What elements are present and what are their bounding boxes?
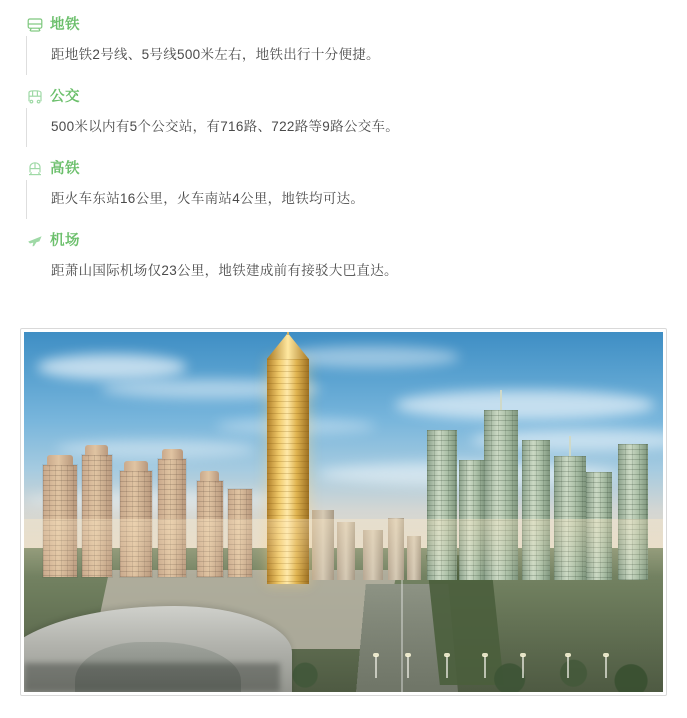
bus-icon xyxy=(26,88,44,106)
transport-item-desc: 距火车东站16公里，火车南站4公里，地铁均可达。 xyxy=(51,191,365,206)
street-lamp xyxy=(407,656,409,678)
building xyxy=(586,472,612,580)
building xyxy=(363,530,383,580)
building xyxy=(120,471,152,577)
building xyxy=(618,444,648,580)
transport-item-header xyxy=(26,86,687,108)
transport-item-title: 地铁 xyxy=(50,17,80,33)
street-lamp xyxy=(605,656,607,678)
street-lamp xyxy=(567,656,569,678)
transport-item-desc: 500米以内有5个公交站，有716路、722路等9路公交车。 xyxy=(51,119,400,134)
transport-item-subway xyxy=(0,14,687,75)
building-spire xyxy=(500,390,502,410)
transport-item-title: 公交 xyxy=(50,89,80,105)
transport-item-body xyxy=(26,252,687,291)
building xyxy=(197,481,223,577)
street-lamp xyxy=(446,656,448,678)
transport-item-airport xyxy=(0,230,687,291)
transport-item-body xyxy=(26,180,687,219)
building-spire xyxy=(569,436,571,456)
transport-item-header xyxy=(26,14,687,36)
tower-spire xyxy=(287,332,289,335)
building xyxy=(228,489,252,577)
transport-item-header xyxy=(26,230,687,252)
building xyxy=(337,522,355,580)
building xyxy=(427,430,457,580)
building xyxy=(484,410,518,580)
transport-info-list xyxy=(0,0,687,291)
landmark-gold-tower xyxy=(267,359,309,584)
transport-item-high-speed-rail xyxy=(0,158,687,219)
city-skyline-photo-frame xyxy=(20,328,667,696)
transport-item-header xyxy=(26,158,687,180)
building xyxy=(554,456,586,580)
high-speed-rail-icon xyxy=(26,160,44,178)
cloud xyxy=(37,354,187,380)
building xyxy=(522,440,550,580)
street-lamp xyxy=(375,656,377,678)
transport-item-desc: 距地铁2号线、5号线500米左右，地铁出行十分便捷。 xyxy=(51,47,380,62)
transport-item-bus xyxy=(0,86,687,147)
foreground-shadow xyxy=(24,663,280,692)
building xyxy=(388,518,404,580)
transport-item-body xyxy=(26,36,687,75)
transport-item-desc: 距萧山国际机场仅23公里，地铁建成前有接驳大巴直达。 xyxy=(51,263,398,278)
building xyxy=(459,460,485,580)
building xyxy=(312,510,334,580)
subway-icon xyxy=(26,16,44,34)
airport-icon xyxy=(26,232,44,250)
building xyxy=(407,536,421,580)
city-skyline-photo xyxy=(24,332,663,692)
building xyxy=(43,465,77,577)
cloud xyxy=(395,390,655,420)
transport-item-title: 机场 xyxy=(50,233,80,249)
transport-item-body xyxy=(26,108,687,147)
street-lamp xyxy=(522,656,524,678)
building xyxy=(158,459,186,577)
building xyxy=(82,455,112,577)
transport-item-title: 高铁 xyxy=(50,161,80,177)
street-lamp xyxy=(484,656,486,678)
